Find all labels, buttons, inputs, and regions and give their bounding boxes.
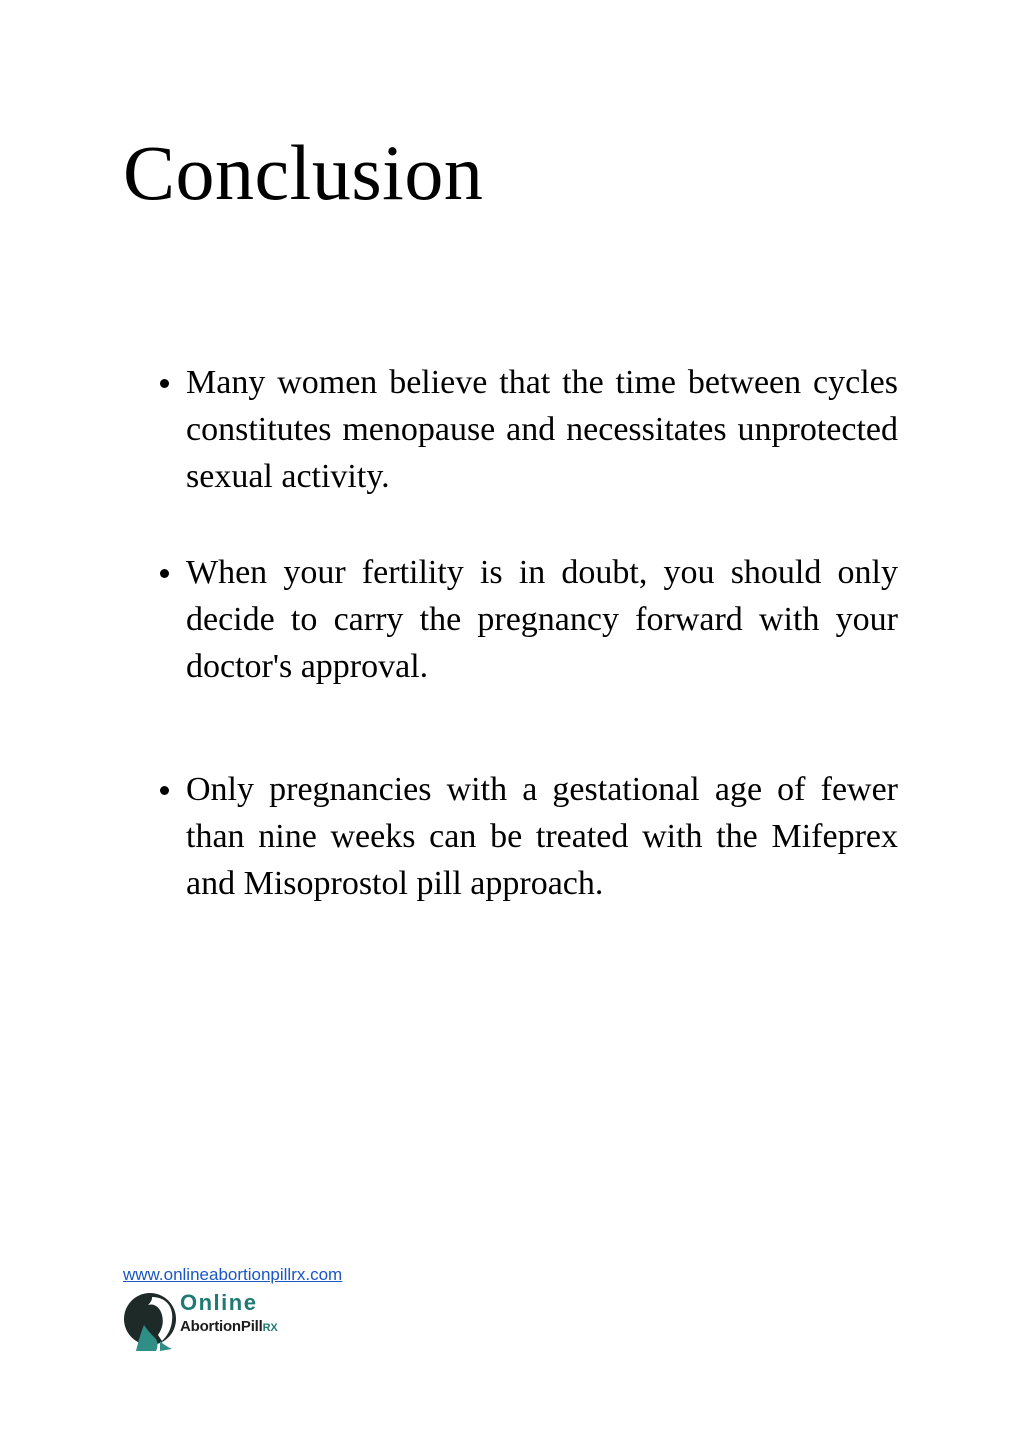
list-item [160, 549, 898, 690]
logo-text-online: Online [180, 1290, 258, 1315]
bullet-text: Only pregnancies with a gestational age of fewer than nine weeks can be treated with the Mifeprex and Misoprostol pill approach. [186, 771, 898, 902]
brand-logo [122, 1285, 322, 1355]
logo-text-main: AbortionPill [180, 1318, 263, 1335]
list-item [160, 766, 898, 907]
logo-text-abortionpill [180, 1318, 277, 1337]
website-link[interactable]: www.onlineabortionpillrx.com [123, 1265, 343, 1284]
bullet-icon [160, 786, 169, 795]
bullet-text: When your fertility is in doubt, you should only decide to carry the pregnancy forward with your doctor's approval. [186, 554, 898, 685]
bullet-icon [160, 569, 169, 578]
logo-text-rx: RX [262, 1322, 278, 1334]
bullet-text: Many women believe that the time between cycles constitutes menopause and necessitates unprotected sexual activity. [186, 364, 898, 495]
page-title: Conclusion [123, 129, 484, 216]
list-item [160, 359, 898, 500]
woman-silhouette-icon [122, 1285, 186, 1353]
bullet-icon [160, 379, 169, 388]
